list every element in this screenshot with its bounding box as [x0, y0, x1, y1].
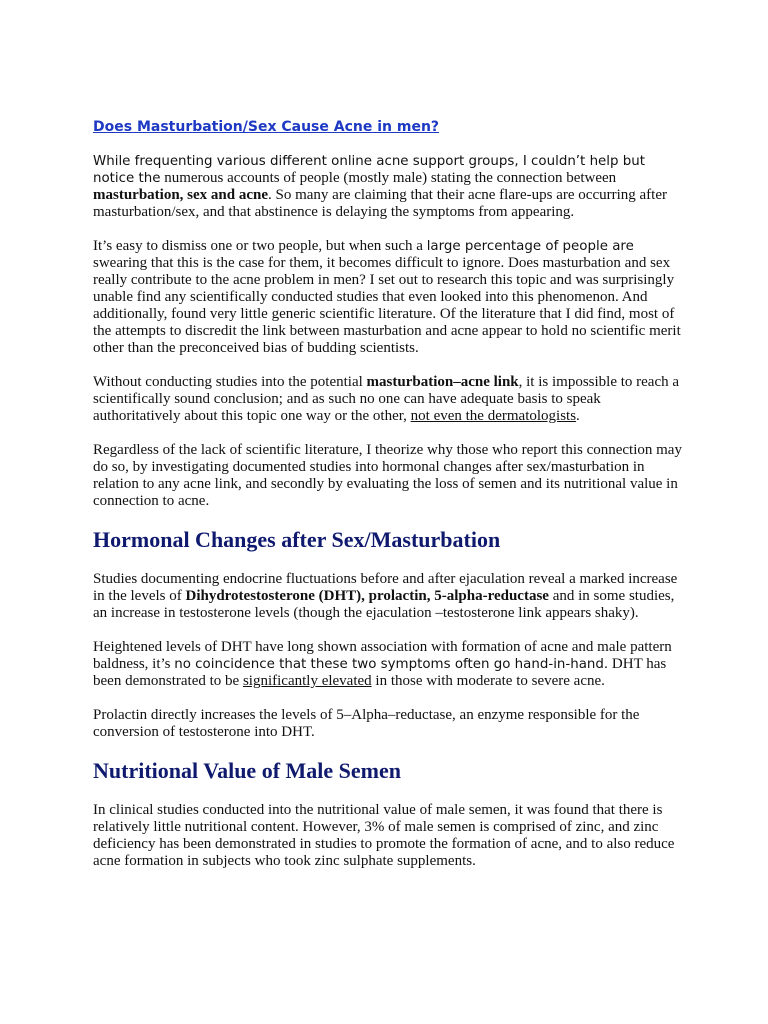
dismiss-text-c: swearing that this is the case for them, it becomes difficult to ignore. Does masturbation and sex really contribute to the acne problem in men? I set out to research this topic and was surprisingly unable find any scientifically conducted studies that even looked into this phenomenon. And additionally, found very little generic scientific literature. Of the literature that I did find, most of the attempts to discredit the link between masturbation and acne appear to hold no scientific merit other than the preconceived bias of budding scientists. — [93, 255, 681, 356]
endocrine-paragraph — [93, 571, 683, 622]
dht-paragraph — [93, 639, 683, 690]
dismiss-paragraph — [93, 238, 683, 357]
article-title[interactable]: Does Masturbation/Sex Cause Acne in men? — [93, 119, 440, 135]
dht-text-b: no coincidence that these two symptoms often go hand-in-hand. — [174, 657, 609, 672]
semen-paragraph: In clinical studies conducted into the nutritional value of male semen, it was found that there is relatively little nutritional content. However, 3% of male semen is comprised of zinc, and zinc deficiency has been demonstrated in studies to promote the formation of acne, and to also reduce acne formation in subjects who took zinc sulphate supplements. — [93, 802, 675, 869]
intro-text-a: While frequenting various different online acne support groups, I couldn’t help but notice the — [93, 154, 646, 186]
studies-bold-text: masturbation–acne link — [366, 374, 519, 390]
dht-text-c: DHT has been demonstrated to be — [93, 656, 667, 689]
dht-text-a: Heightened levels of DHT have long shown association with formation of acne and male pattern baldness, it’s — [93, 639, 672, 672]
intro-text-b: numerous accounts of people (mostly male) stating the connection between — [164, 170, 617, 186]
studies-paragraph — [93, 374, 683, 425]
intro-bold-text: masturbation, sex and acne — [93, 187, 269, 203]
hormonal-changes-heading: Hormonal Changes after Sex/Masturbation — [93, 527, 501, 552]
dermatologists-link[interactable]: not even the dermatologists — [410, 408, 577, 424]
studies-text-c: . — [576, 408, 580, 424]
endocrine-text-a: Studies documenting endocrine fluctuations before and after ejaculation reveal a marked increase in the levels of — [93, 571, 678, 604]
nutritional-value-heading: Nutritional Value of Male Semen — [93, 758, 401, 783]
dht-text-d: in those with moderate to severe acne. — [371, 673, 605, 689]
endocrine-text-b: and in some studies, an increase in testosterone levels (though the ejaculation –testosterone link appears shaky). — [93, 588, 675, 621]
dismiss-text-b: large percentage of people are — [426, 239, 634, 254]
intro-paragraph — [93, 153, 683, 221]
intro-text-c: . So many are claiming that their acne flare-ups are occurring after masturbation/sex, and that abstinence is delaying the symptoms from appearing. — [93, 187, 667, 220]
dismiss-text-a: It’s easy to dismiss one or two people, but when such a — [93, 238, 427, 254]
studies-text-b: , it is impossible to reach a scientifically sound conclusion; and as such no one can have adequate basis to speak authoritatively about this topic one way or the other, — [93, 374, 680, 424]
theory-paragraph: Regardless of the lack of scientific literature, I theorize why those who report this connection may do so, by investigating documented studies into hormonal changes after sex/masturbation in relation to any acne link, and secondly by evaluating the loss of semen and its nutritional value in connection to acne. — [93, 442, 682, 509]
prolactin-paragraph: Prolactin directly increases the levels of 5–Alpha–reductase, an enzyme responsible for the conversion of testosterone into DHT. — [93, 707, 640, 740]
endocrine-bold-text: Dihydrotestosterone (DHT), prolactin, 5-alpha-reductase — [185, 588, 549, 604]
document-page — [93, 118, 683, 887]
studies-text-a: Without conducting studies into the potential — [93, 374, 367, 390]
significantly-elevated-link[interactable]: significantly elevated — [242, 673, 372, 689]
